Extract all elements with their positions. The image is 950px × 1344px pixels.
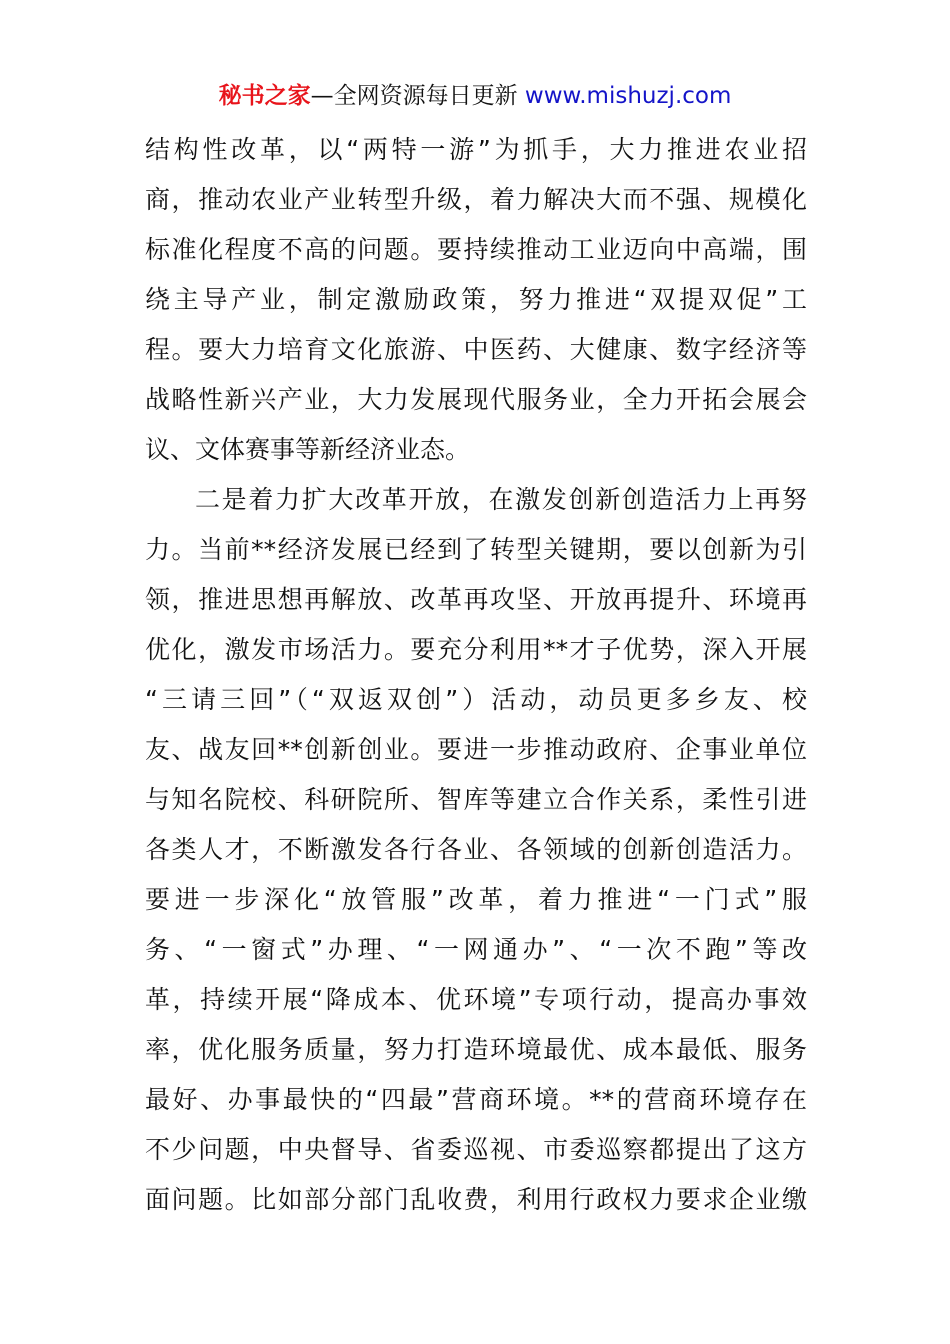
text-line: 不少问题，中央督导、省委巡视、市委巡察都提出了这方 — [145, 1135, 807, 1164]
text-line: 绕主导产业，制定激励政策，努力推进“双提双促”工 — [145, 285, 807, 314]
text-line: 议、文体赛事等新经济业态。 — [145, 435, 471, 464]
text-line: 领，推进思想再解放、改革再攻坚、开放再提升、环境再 — [145, 585, 807, 614]
text-line: 最好、办事最快的“四最”营商环境。**的营商环境存在 — [145, 1085, 807, 1114]
text-line: 力。当前**经济发展已经到了转型关键期，要以创新为引 — [145, 535, 807, 564]
text-line: 结构性改革，以“两特一游”为抓手，大力推进农业招 — [145, 135, 807, 164]
text-line: 要进一步深化“放管服”改革，着力推进“一门式”服 — [145, 885, 807, 914]
text-line: 面问题。比如部分部门乱收费，利用行政权力要求企业缴 — [145, 1185, 807, 1214]
text-line: 各类人才，不断激发各行各业、各领域的创新创造活力。 — [145, 835, 807, 864]
text-line: 标准化程度不高的问题。要持续推动工业迈向中高端，围 — [145, 235, 807, 264]
text-line: 与知名院校、科研院所、智库等建立合作关系，柔性引进 — [145, 785, 807, 814]
text-line: 率，优化服务质量，努力打造环境最优、成本最低、服务 — [145, 1035, 807, 1064]
text-line: 革，持续开展“降成本、优环境”专项行动，提高办事效 — [145, 985, 807, 1014]
header-tagline: —全网资源每日更新 — [310, 83, 525, 109]
text-line: 程。要大力培育文化旅游、中医药、大健康、数字经济等 — [145, 335, 807, 364]
paragraph-start-line: 二是着力扩大改革开放，在激发创新创造活力上再努 — [195, 485, 807, 514]
site-header — [0, 80, 950, 112]
brand-name: 秘书之家 — [218, 83, 311, 109]
site-url[interactable]: www.mishuzj.com — [524, 83, 732, 109]
text-line: 商，推动农业产业转型升级，着力解决大而不强、规模化 — [145, 185, 807, 214]
text-line: “三请三回”（“双返双创”）活动，动员更多乡友、校 — [145, 685, 807, 714]
text-line: 战略性新兴产业，大力发展现代服务业，全力开拓会展会 — [145, 385, 807, 414]
text-line: 友、战友回**创新创业。要进一步推动政府、企事业单位 — [145, 735, 807, 764]
text-line: 优化，激发市场活力。要充分利用**才子优势，深入开展 — [145, 635, 807, 664]
text-line: 务、“一窗式”办理、“一网通办”、“一次不跑”等改 — [145, 935, 807, 964]
document-body — [145, 125, 807, 1225]
